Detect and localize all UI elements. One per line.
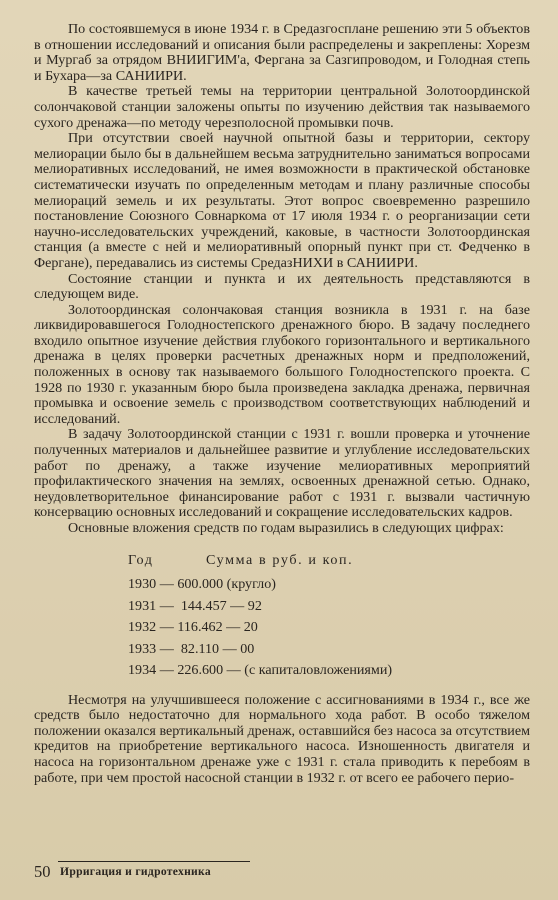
funding-table [128, 550, 530, 682]
table-row: 1931 — 144.457 — 92 [128, 597, 262, 614]
table-row: 1930 — 600.000 (кругло) [128, 576, 276, 593]
table-row: 1932 — 116.462 — 20 [128, 619, 258, 636]
funding-table-header [128, 550, 530, 572]
paragraph-closing: Несмотря на улучшившееся положение с ассигнованиями в 1934 г., все же средств было недостаточно для нормального хода работ. В особо тяжелом положении оказался вертикальный дренаж, оставшийся без насоса за отсутствием кредитов на приобретение вертикального насоса. Изношенность двигателя и насоса на горизонтальном дренаже уже с 1931 г. стала приводить к перебоям в работе, при чем простой насосной станции в 1932 г. от всего ее рабочего перио- [34, 691, 530, 786]
paragraph-station-history: Золотоординская солончаковая станция возникла в 1931 г. на базе ликвидировавшегося Голодностепского дренажного бюро. В задачу последнего входило опытное изучение действия глубокого горизонтального и вертикального дренажа в целях проверки расчетных дренажных норм и предположений, положенных в основу так называемого большого Голодностепского проекта. С 1928 по 1930 г. указанным бюро была произведена закладка дренажа, первичная промывка и освоение земель с производством соответствующих наблюдений и исследований. [34, 301, 530, 427]
page-number: 50 [34, 862, 51, 881]
body-text [34, 22, 530, 786]
header-year: Год [128, 551, 154, 568]
paragraph-dry-drainage: В качестве третьей темы на территории центральной Золотоординской солончаковой станции заложены опыты по изучению действия так называемого сухого дренажа—по методу черезполосной промывки почв. [34, 83, 530, 131]
paragraph-station-tasks: В задачу Золотоординской станции с 1931 г. вошли проверка и уточнение полученных материалов и дальнейшее развитие и углубление исследовательских работ по дренажу, а также изучение мелиоративных мероприятий профилактического значения на землях, освоенных дренажной сетью. Однако, неудовлетворительное финансирование работ с 1931 г. вызвали частичную консервацию основных исследований и сокращение исследовательских кадров. [34, 426, 530, 521]
paragraph-reorganization: При отсутствии своей научной опытной базы и территории, сектору мелиорации было бы в дальнейшем весьма затруднительно заниматься вопросами мелиоративных исследований, не имея возможности в практической обстановке систематически изучать по определенным методам и плану различные способы мелиораций земель и их результаты. Этот вопрос своевременно разрешило постановление Союзного Совнаркома от 17 июля 1934 г. о реорганизации сети научно-исследовательских учреждений, каковые, в частности Золотоординская станция (а вместе с ней и мелиоративный опорный пункт при ст. Федченко в Фергане), передавались из системы СредазНИХИ в САНИИРИ. [34, 130, 530, 271]
footer-rule [58, 861, 250, 862]
header-amount: Сумма в руб. и коп. [206, 551, 354, 568]
paragraph-funding-intro: Основные вложения средств по годам выразились в следующих цифрах: [68, 520, 504, 536]
paragraph-objects-distribution: По состоявшемуся в июне 1934 г. в Средазгосплане решению эти 5 объектов в отношении исследований и описания были распределены и закреплены: Хорезм и Мургаб за отрядом ВНИИГИМ'а, Фергана за Сазгипроводом, и Голодная степь и Бухара—за САНИИРИ. [34, 21, 530, 84]
table-row: 1933 — 82.110 — 00 [128, 640, 255, 657]
paragraph-state-intro: Состояние станции и пункта и их деятельность представляются в следующем виде. [34, 270, 530, 303]
running-title: Ирригация и гидротехника [60, 865, 211, 878]
table-row: 1934 — 226.600 — (с капиталовложениями) [128, 662, 393, 679]
page-footer [34, 862, 530, 882]
